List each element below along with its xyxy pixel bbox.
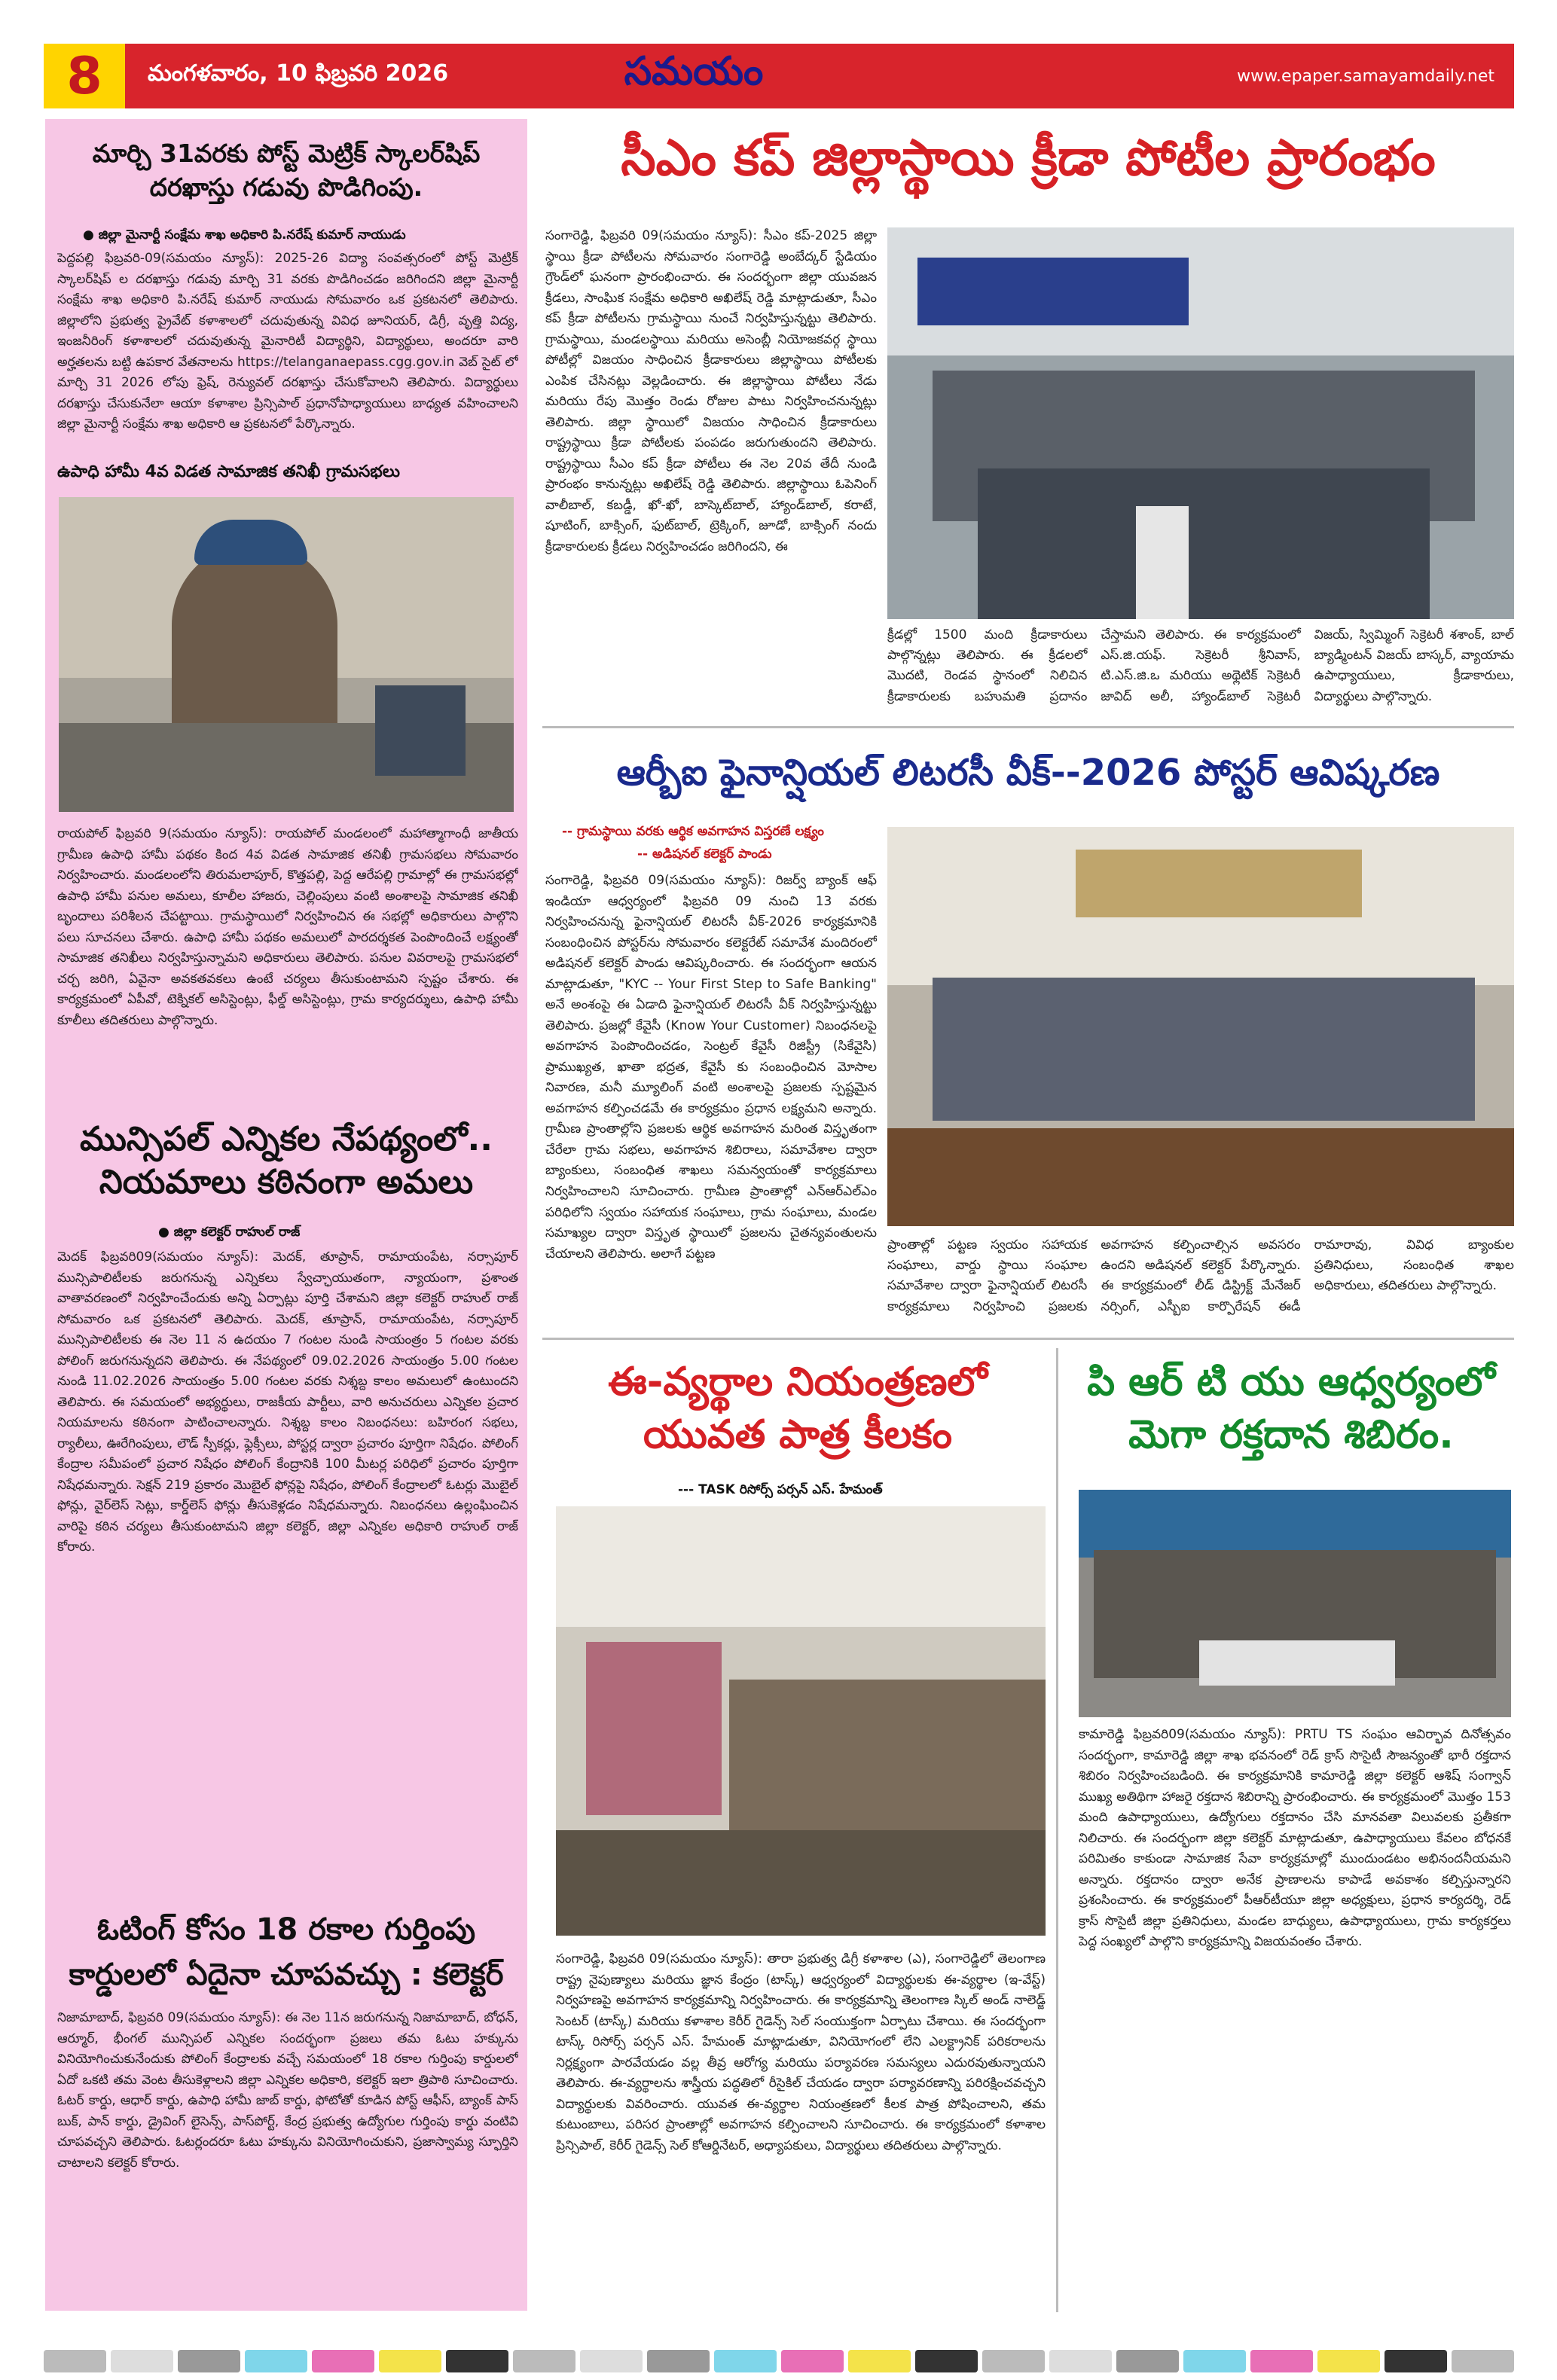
ewaste-photo bbox=[556, 1506, 1046, 1936]
rbi-photo bbox=[887, 827, 1514, 1226]
cm-cup-caption: క్రీడల్లో 1500 మంది క్రీడాకారులు పాల్గొన్నట్లు తెలిపారు. ఈ క్రీడలలో మొదటి, రెండవ స్థానంలో నిలిచిన క్రీడాకారులకు బహుమతి ప్రదానం చేస్తామని తెలిపారు. ఈ కార్యక్రమంలో ఎస్.జి.యఫ్. సెక్రెటరీ శ్రీనివాస్, టి.ఎస్.జి.ఒ మరియు అథ్లెటిక్ సెక్రెటరీ జావిద్ అలీ, హ్యాండ్‌బాల్ సెక్రెటరీ విజయ్, స్విమ్మింగ్ సెక్రెటరీ శశాంక్, బాల్ బ్యాడ్మింటన్ విజయ్ బాస్కర్, వ్యాయామ ఉపాధ్యాయులు, క్రీడాకారులు, విద్యార్థులు పాల్గొన్నారు. bbox=[887, 627, 1514, 704]
voter-id-body: నిజామాబాద్, ఫిబ్రవరి 09(సమయం న్యూస్): ఈ నెల 11న జరుగనున్న నిజామాబాద్, బోధన్, ఆర్మూర్, భీంగల్ మున్సిపల్ ఎన్నికల సందర్భంగా ప్రజలు తమ ఓటు హక్కును వినియోగించుకునేందుకు పోలింగ్ కేంద్రాలకు వచ్చే సమయంలో 18 రకాల గుర్తింపు కార్డులలో ఏదో ఒకటి తమ వెంట తీసుకెళ్లాలని జిల్లా ఎన్నికల అధికారి, కలెక్టర్ ఇలా త్రిపాఠి సూచించారు. ఓటర్ కార్డు, ఆధార్ కార్డు, ఉపాధి హామీ జాబ్ కార్డు, ఫోటోతో కూడిన పోస్ట్ ఆఫీస్, బ్యాంక్ పాస్ బుక్, పాన్ కార్డు, డ్రైవింగ్ లైసెన్స్, పాస్‌పోర్ట్, కేంద్ర ప్రభుత్వ ఉద్యోగుల గుర్తింపు కార్డు వంటివి చూపవచ్చని తెలిపారు. ఓటర్లందరూ ఓటు హక్కును వినియోగించుకుని, ప్రజాస్వామ్య స్ఫూర్తిని చాటాలని కలెక్టర్ కోరారు. bbox=[57, 2010, 518, 2171]
print-color-bar bbox=[44, 2350, 1514, 2372]
municipal-byline: ● జిల్లా కలెక్టర్ రాహుల్ రాజ్ bbox=[158, 1225, 301, 1240]
rbi-headline: ఆర్బీఐ ఫైనాన్షియల్ లిటరసీ వీక్--2026 పోస్టర్ ఆవిష్కరణ bbox=[616, 752, 1440, 794]
scholarship-headline: మార్చి 31వరకు పోస్ట్ మెట్రిక్ స్కాలర్‌షిప్ దరఖాస్తు గడువు పొడిగింపు. bbox=[92, 139, 481, 202]
rbi-subhead-1: -- గ్రామస్థాయి వరకు ఆర్థిక అవగాహన విస్తరణే లక్ష్యం bbox=[562, 824, 824, 839]
masthead bbox=[44, 44, 1514, 108]
social-audit-photo bbox=[59, 497, 514, 812]
scholarship-byline: ● జిల్లా మైనార్టీ సంక్షేమ శాఖ అధికారి పి.నరేష్ కుమార్ నాయుడు bbox=[83, 227, 406, 243]
rbi-caption: ప్రాంతాల్లో పట్టణ స్వయం సహాయక సంఘాలు, వార్డు స్థాయి సంఘాల సమావేశాల ద్వారా ఫైనాన్షియల్ లిటరసీ కార్యక్రమాలు నిర్వహించి ప్రజలకు అవగాహన కల్పించాల్సిన అవసరం ఉందని అడిషనల్ కలెక్టర్ పేర్కొన్నారు. ఈ కార్యక్రమంలో లీడ్ డిస్ట్రిక్ట్ మేనేజర్ నర్సింగ్, ఎస్బీఐ కార్పొరేషన్ ఈడీ రామారావు, వివిధ బ్యాంకుల ప్రతినిధులు, సంబంధిత శాఖల అధికారులు, తదితరులు పాల్గొన్నారు. bbox=[887, 1237, 1514, 1314]
divider bbox=[542, 726, 1514, 728]
blood-camp-photo bbox=[1079, 1490, 1511, 1717]
rbi-subhead-2: -- అడిషనల్ కలెక్టర్ పాండు bbox=[637, 847, 772, 862]
cm-cup-body: సంగారెడ్డి, ఫిబ్రవరి 09(సమయం న్యూస్): సీఎం కప్-2025 జిల్లా స్థాయి క్రీడా పోటీలను సోమవారం సంగారెడ్డి అంబేద్కర్ స్టేడియం గ్రౌండ్‌లో ఘనంగా ప్రారంభించారు. ఈ సందర్భంగా జిల్లా యువజన క్రీడలు, సాంఘిక సంక్షేమ అధికారి అఖిలేష్ రెడ్డి మాట్లాడుతూ, సీఎం కప్ క్రీడా పోటీలను గ్రామస్థాయి నుంచే నిర్వహిస్తున్నట్టు తెలిపారు. గ్రామస్థాయి, మండలస్థాయి మరియు అసెంబ్లీ నియోజకవర్గ స్థాయి పోటీల్లో విజయం సాధించిన క్రీడాకారులు జిల్లాస్థాయి పోటీలకు ఎంపిక చేసినట్లు వెల్లడించారు. ఈ జిల్లాస్థాయి పోటీలు నేడు మరియు రేపు మొత్తం రెండు రోజుల పాటు నిర్వహించనున్నట్లు తెలిపారు. జిల్లా స్థాయిలో విజయం సాధించిన క్రీడాకారులు రాష్ట్రస్థాయి క్రీడా పోటీలకు పంపడం జరుగుతుందని తెలిపారు. రాష్ట్రస్థాయి సీఎం కప్ క్రీడా పోటీలు ఈ నెల 20వ తేదీ నుండి ప్రారంభం కానున్నట్లు అఖిలేష్ రెడ్డి తెలిపారు. జిల్లాస్థాయి ఓపెనింగ్ వాలీబాల్, కబడ్డీ, ఖో-ఖో, బాస్కెట్‌బాల్, హ్యాండ్‌బాల్, కరాటే, షూటింగ్, బాక్సింగ్, ఫుట్‌బాల్, ట్రెక్కింగ్, జూడో, బాక్సింగ్ నందు క్రీడాకారులకు క్రీడలు నిర్వహించడం జరిగిందని, ఈ bbox=[545, 228, 877, 554]
rbi-body: సంగారెడ్డి, ఫిబ్రవరి 09(సమయం న్యూస్): రిజర్వ్ బ్యాంక్ ఆఫ్ ఇండియా ఆధ్వర్యంలో ఫిబ్రవరి 09 నుంచి 13 వరకు నిర్వహించనున్న ఫైనాన్షియల్ లిటరసీ వీక్-2026 కార్యక్రమానికి సంబంధించిన పోస్టర్‌ను సోమవారం కలెక్టరేట్ సమావేశ మందిరంలో అడిషనల్ కలెక్టర్ పాండు ఆవిష్కరించారు. ఈ సందర్భంగా ఆయన మాట్లాడుతూ, "KYC -- Your First Step to Safe Banking" అనే అంశంపై ఈ ఏడాది ఫైనాన్షియల్ లిటరసీ వీక్ నిర్వహిస్తున్నట్టు తెలిపారు. ప్రజల్లో కేవైసీ (Know Your Customer) నిబంధనలపై అవగాహన పెంపొందించడం, సెంట్రల్ కేవైసీ రిజిస్ట్రీ (సికేవైసి) ప్రాముఖ్యత, ఖాతా భద్రత, కేవైసీ కు సంబంధించిన మోసాల నివారణ, మనీ మ్యూలింగ్ వంటి అంశాలపై ప్రజలకు స్పష్టమైన అవగాహన కల్పించడమే ఈ కార్యక్రమం ప్రధాన లక్ష్యమని అన్నారు. గ్రామీణ ప్రాంతాల్లోని ప్రజలకు ఆర్థిక అవగాహన మరింత విస్తృతంగా చేరేలా గ్రామ సభలు, అవగాహన శిబిరాలు, సమావేశాల ద్వారా బ్యాంకులు, సంబంధిత శాఖలు సమన్వయంతో కార్యక్రమాలు నిర్వహించాలని సూచించారు. గ్రామీణ ప్రాంతాల్లో ఎన్‌ఆర్‌ఎల్‌ఎం పరిధిలోని స్వయం సహాయక సంఘాలు, గ్రామ సంఘాలు, మండల సమాఖ్యల ద్వారా విస్తృత స్థాయిలో ప్రజలను చైతన్యవంతులను చేయాలని తెలిపారు. అలాగే పట్టణ bbox=[545, 873, 877, 1262]
cm-cup-photo bbox=[887, 227, 1514, 619]
edition-date: మంగళవారం, 10 ఫిబ్రవరి 2026 bbox=[148, 60, 449, 87]
social-audit-body: రాయపోల్ ఫిబ్రవరి 9(సమయం న్యూస్): రాయపోల్ మండలంలో మహాత్మాగాంధీ జాతీయ గ్రామీణ ఉపాధి హామీ పథకం కింద 4వ విడత సామాజిక తనిఖీ గ్రామసభలు సోమవారం నిర్వహించారు. మండలంలోని తిరుమలాపూర్, కొత్తపల్లి, పెద్ద ఆరేపల్లి గ్రామాల్లో ఈ గ్రామసభల్లో ఉపాధి హామీ పనుల అమలు, కూలీల హాజరు, చెల్లింపులు వంటి అంశాలపై సామాజిక తనిఖీ బృందాలు పరిశీలన చేపట్టాయి. గ్రామస్థాయిలో నిర్వహించిన ఈ సభల్లో అధికారులు పాల్గొని పలు సూచనలు చేశారు. ఉపాధి హామీ పథకం అమలులో పారదర్శకత పెంపొందించే లక్ష్యంతో సామాజిక తనిఖీలు నిర్వహిస్తున్నామని అధికారులు తెలిపారు. పనుల వివరాలపై గ్రామసభలో చర్చ జరిగి, ఏవైనా అవకతవకలు ఉంటే చర్యలు తీసుకుంటామని స్పష్టం చేశారు. ఈ కార్యక్రమంలో ఏపీవో, టెక్నికల్ అసిస్టెంట్లు, ఫీల్డ్ అసిస్టెంట్లు, గ్రామ కార్యదర్శులు, ఉపాధి హామీ కూలీలు తదితరులు పాల్గొన్నారు. bbox=[57, 826, 518, 1028]
ewaste-byline: --- TASK రిసోర్స్ పర్సన్ ఎస్. హేమంత్ bbox=[678, 1482, 883, 1497]
scholarship-body: పెద్దపల్లి ఫిబ్రవరి-09(సమయం న్యూస్): 2025-26 విద్యా సంవత్సరంలో పోస్ట్ మెట్రిక్ స్కాలర్‌షిప్ ల దరఖాస్తు గడువు మార్చి 31 వరకు పొడిగించడం జరిగిందని జిల్లా మైనార్టీ సంక్షేమ శాఖ అధికారి పి.నరేష్ కుమార్ నాయుడు సోమవారం ఒక ప్రకటనలో తెలిపారు. జిల్లాలోని ప్రభుత్వ ప్రైవేట్ కళాశాలలో చదువుతున్న వివిధ జూనియర్, డిగ్రీ, వృత్తి విద్య, ఇంజనీరింగ్ కళాశాలలో చదువుతున్న మైనారిటీ విద్యార్థిని, విద్యార్థులు, అందరూ వారి అర్హతలను బట్టి ఉపకార వేతనాలను https://telanganaepass.cgg.gov.in వెబ్ సైట్ లో మార్చి 31 2026 లోపు ఫ్రెష్, రెన్యువల్ దరఖాస్తు చేసుకోవాలని తెలిపారు. విద్యార్థులు దరఖాస్తు చేసుకునేలా ఆయా కళాశాల ప్రిన్సిపాల్ ప్రధానోపాధ్యాయులు బాధ్యత వహించాలని జిల్లా మైనార్టీ సంక్షేమ శాఖ అధికారి ఆ ప్రకటనలో పేర్కొన్నారు. bbox=[57, 251, 518, 432]
page-number: 8 bbox=[44, 44, 125, 108]
ewaste-headline: ఈ-వ్యర్థాల నియంత్రణలో యువత పాత్ర కీలకం bbox=[608, 1359, 988, 1458]
divider bbox=[542, 1338, 1514, 1340]
cm-cup-headline: సీఎం కప్ జిల్లాస్థాయి క్రీడా పోటీల ప్రారంభం bbox=[621, 129, 1436, 187]
newspaper-logo: సమయం bbox=[624, 48, 764, 94]
blood-camp-body: కామారెడ్డి ఫిబ్రవరి09(సమయం న్యూస్): PRTU TS సంఘం ఆవిర్భావ దినోత్సవం సందర్భంగా, కామారెడ్డి జిల్లా శాఖ భవనంలో రెడ్ క్రాస్ సొసైటీ సౌజన్యంతో భారీ రక్తదాన శిబిరం నిర్వహించబడింది. ఈ కార్యక్రమానికి కామారెడ్డి జిల్లా కలెక్టర్ ఆశిష్ సంగ్వాన్ ముఖ్య అతిథిగా హాజరై రక్తదాన శిబిరాన్ని ప్రారంభించారు. ఈ కార్యక్రమంలో మొత్తం 153 మంది ఉపాధ్యాయులు, ఉద్యోగులు రక్తదానం చేసి మానవతా విలువలకు ప్రతీకగా నిలిచారు. ఈ సందర్భంగా జిల్లా కలెక్టర్ మాట్లాడుతూ, ఉపాధ్యాయులు కేవలం బోధనకే పరిమితం కాకుండా సామాజిక సేవా కార్యక్రమాల్లో ముందుండటం అభినందనీయమని అన్నారు. రక్తదానం ద్వారా అనేక ప్రాణాలను కాపాడే అవకాశం కల్పిస్తున్నారని ప్రశంసించారు. ఈ కార్యక్రమంలో పీఆర్‌టీయూ జిల్లా అధ్యక్షులు, ప్రధాన కార్యదర్శి, రెడ్ క్రాస్ సొసైటీ జిల్లా ప్రతినిధులు, మండల బాధ్యులు, ఉపాధ్యాయులు, గ్రామ కార్యకర్తలు పెద్ద సంఖ్యలో పాల్గొని కార్యక్రమాన్ని విజయవంతం చేశారు. bbox=[1079, 1727, 1511, 1950]
epaper-link[interactable]: www.epaper.samayamdaily.net bbox=[1237, 66, 1494, 86]
social-audit-headline: ఉపాధి హామీ 4వ విడత సామాజిక తనిఖీ గ్రామసభలు bbox=[57, 462, 400, 481]
municipal-headline: మున్సిపల్ ఎన్నికల నేపథ్యంలో.. నియమాలు కఠినంగా అమలు bbox=[80, 1120, 493, 1202]
voter-id-headline: ఓటింగ్ కోసం 18 రకాల గుర్తింపు కార్డులలో ఏదైనా చూపవచ్చు : కలెక్టర్ bbox=[69, 1912, 504, 1992]
ewaste-body: సంగారెడ్డి, ఫిబ్రవరి 09(సమయం న్యూస్): తారా ప్రభుత్వ డిగ్రీ కళాశాల (ఎ), సంగారెడ్డిలో తెలంగాణ రాష్ట్ర నైపుణ్యాలు మరియు జ్ఞాన కేంద్రం (టాస్క్) ఆధ్వర్యంలో విద్యార్థులకు ఈ-వ్యర్థాల (ఇ-వేస్ట్) నిర్వహణపై అవగాహన కార్యక్రమాన్ని నిర్వహించారు. ఈ కార్యక్రమాన్ని తెలంగాణ స్కిల్ అండ్ నాలెడ్జ్ సెంటర్ (టాస్క్) మరియు కళాశాల కెరీర్ గైడెన్స్ సెల్ సంయుక్తంగా ఏర్పాటు చేశాయి. ఈ సందర్భంగా టాస్క్ రిసోర్స్ పర్సన్ ఎస్. హేమంత్ మాట్లాడుతూ, వినియోగంలో లేని ఎలక్ట్రానిక్ పరికరాలను నిర్లక్ష్యంగా పారవేయడం వల్ల తీవ్ర ఆరోగ్య మరియు పర్యావరణ సమస్యలు ఎదురవుతున్నాయని తెలిపారు. ఈ-వ్యర్థాలను శాస్త్రీయ పద్ధతిలో రీసైకిల్ చేయడం ద్వారా పర్యావరణాన్ని పరిరక్షించవచ్చని విద్యార్థులకు వివరించారు. యువత ఈ-వ్యర్థాల నియంత్రణలో కీలక పాత్ర పోషించాలని, తమ కుటుంబాలు, పరిసర ప్రాంతాల్లో అవగాహన కల్పించాలని సూచించారు. ఈ కార్యక్రమంలో కళాశాల ప్రిన్సిపాల్, కెరీర్ గైడెన్స్ సెల్ కోఆర్డినేటర్, అధ్యాపకులు, విద్యార్థులు తదితరులు పాల్గొన్నారు. bbox=[556, 1951, 1046, 2153]
divider bbox=[1056, 1348, 1058, 2312]
blood-camp-headline: పి ఆర్ టి యు ఆధ్వర్యంలో మెగా రక్తదాన శిబిరం. bbox=[1087, 1359, 1495, 1458]
municipal-body: మెదక్ ఫిబ్రవరి09(సమయం న్యూస్): మెదక్, తూప్రాన్, రామాయంపేట, నర్సాపూర్ మున్సిపాలిటీలకు జరుగనున్న ఎన్నికలు స్వేచ్ఛాయుతంగా, న్యాయంగా, ప్రశాంత వాతావరణంలో నిర్వహించేందుకు అన్ని ఏర్పాట్లు పూర్తి చేశామని జిల్లా కలెక్టర్ రాహుల్ రాజ్ సోమవారం ఒక ప్రకటనలో తెలిపారు. మెదక్, తూప్రాన్, రామాయంపేట, నర్సాపూర్ మున్సిపాలిటీలకు ఈ నెల 11 న ఉదయం 7 గంటల నుండి సాయంత్రం 5 గంటల వరకు పోలింగ్ జరుగనున్నదని తెలిపారు. ఈ నేపథ్యంలో 09.02.2026 సాయంత్రం 5.00 గంటల నుండి 11.02.2026 సాయంత్రం 5.00 గంటల వరకు నిశ్శబ్ద కాలం అమలులో ఉంటుందని తెలిపారు. ఈ సమయంలో అభ్యర్థులు, రాజకీయ పార్టీలు, వారి అనుచరులు ఎన్నికల ప్రచార నియమాలను కఠినంగా పాటించాలన్నారు. నిశ్శబ్ద కాలం నిబంధనలు: బహిరంగ సభలు, ర్యాలీలు, ఊరేగింపులు, లౌడ్ స్పీకర్లు, ఫ్లెక్సీలు, పోస్టర్ల ద్వారా ప్రచారం పూర్తిగా నిషేధం. పోలింగ్ కేంద్రాల సమీపంలో ప్రచార నిషేధం పోలింగ్ కేంద్రానికి 100 మీటర్ల పరిధిలో ప్రచారం పూర్తిగా నిషేధమన్నారు. సెక్షన్ 219 ప్రకారం మొబైల్ ఫోన్లపై నిషేధం, పోలింగ్ కేంద్రాలలో ఓటర్లు మొబైల్ ఫోన్లు, వైర్‌లెస్ సెట్లు, కార్డ్‌లెస్ ఫోన్లు తీసుకెళ్లడం నిషేధమన్నారు. నిబంధనలు ఉల్లంఘించిన వారిపై కఠిన చర్యలు తీసుకుంటామని జిల్లా కలెక్టర్, జిల్లా ఎన్నికల అధికారి రాహుల్ రాజ్ కోరారు. bbox=[57, 1250, 518, 1555]
